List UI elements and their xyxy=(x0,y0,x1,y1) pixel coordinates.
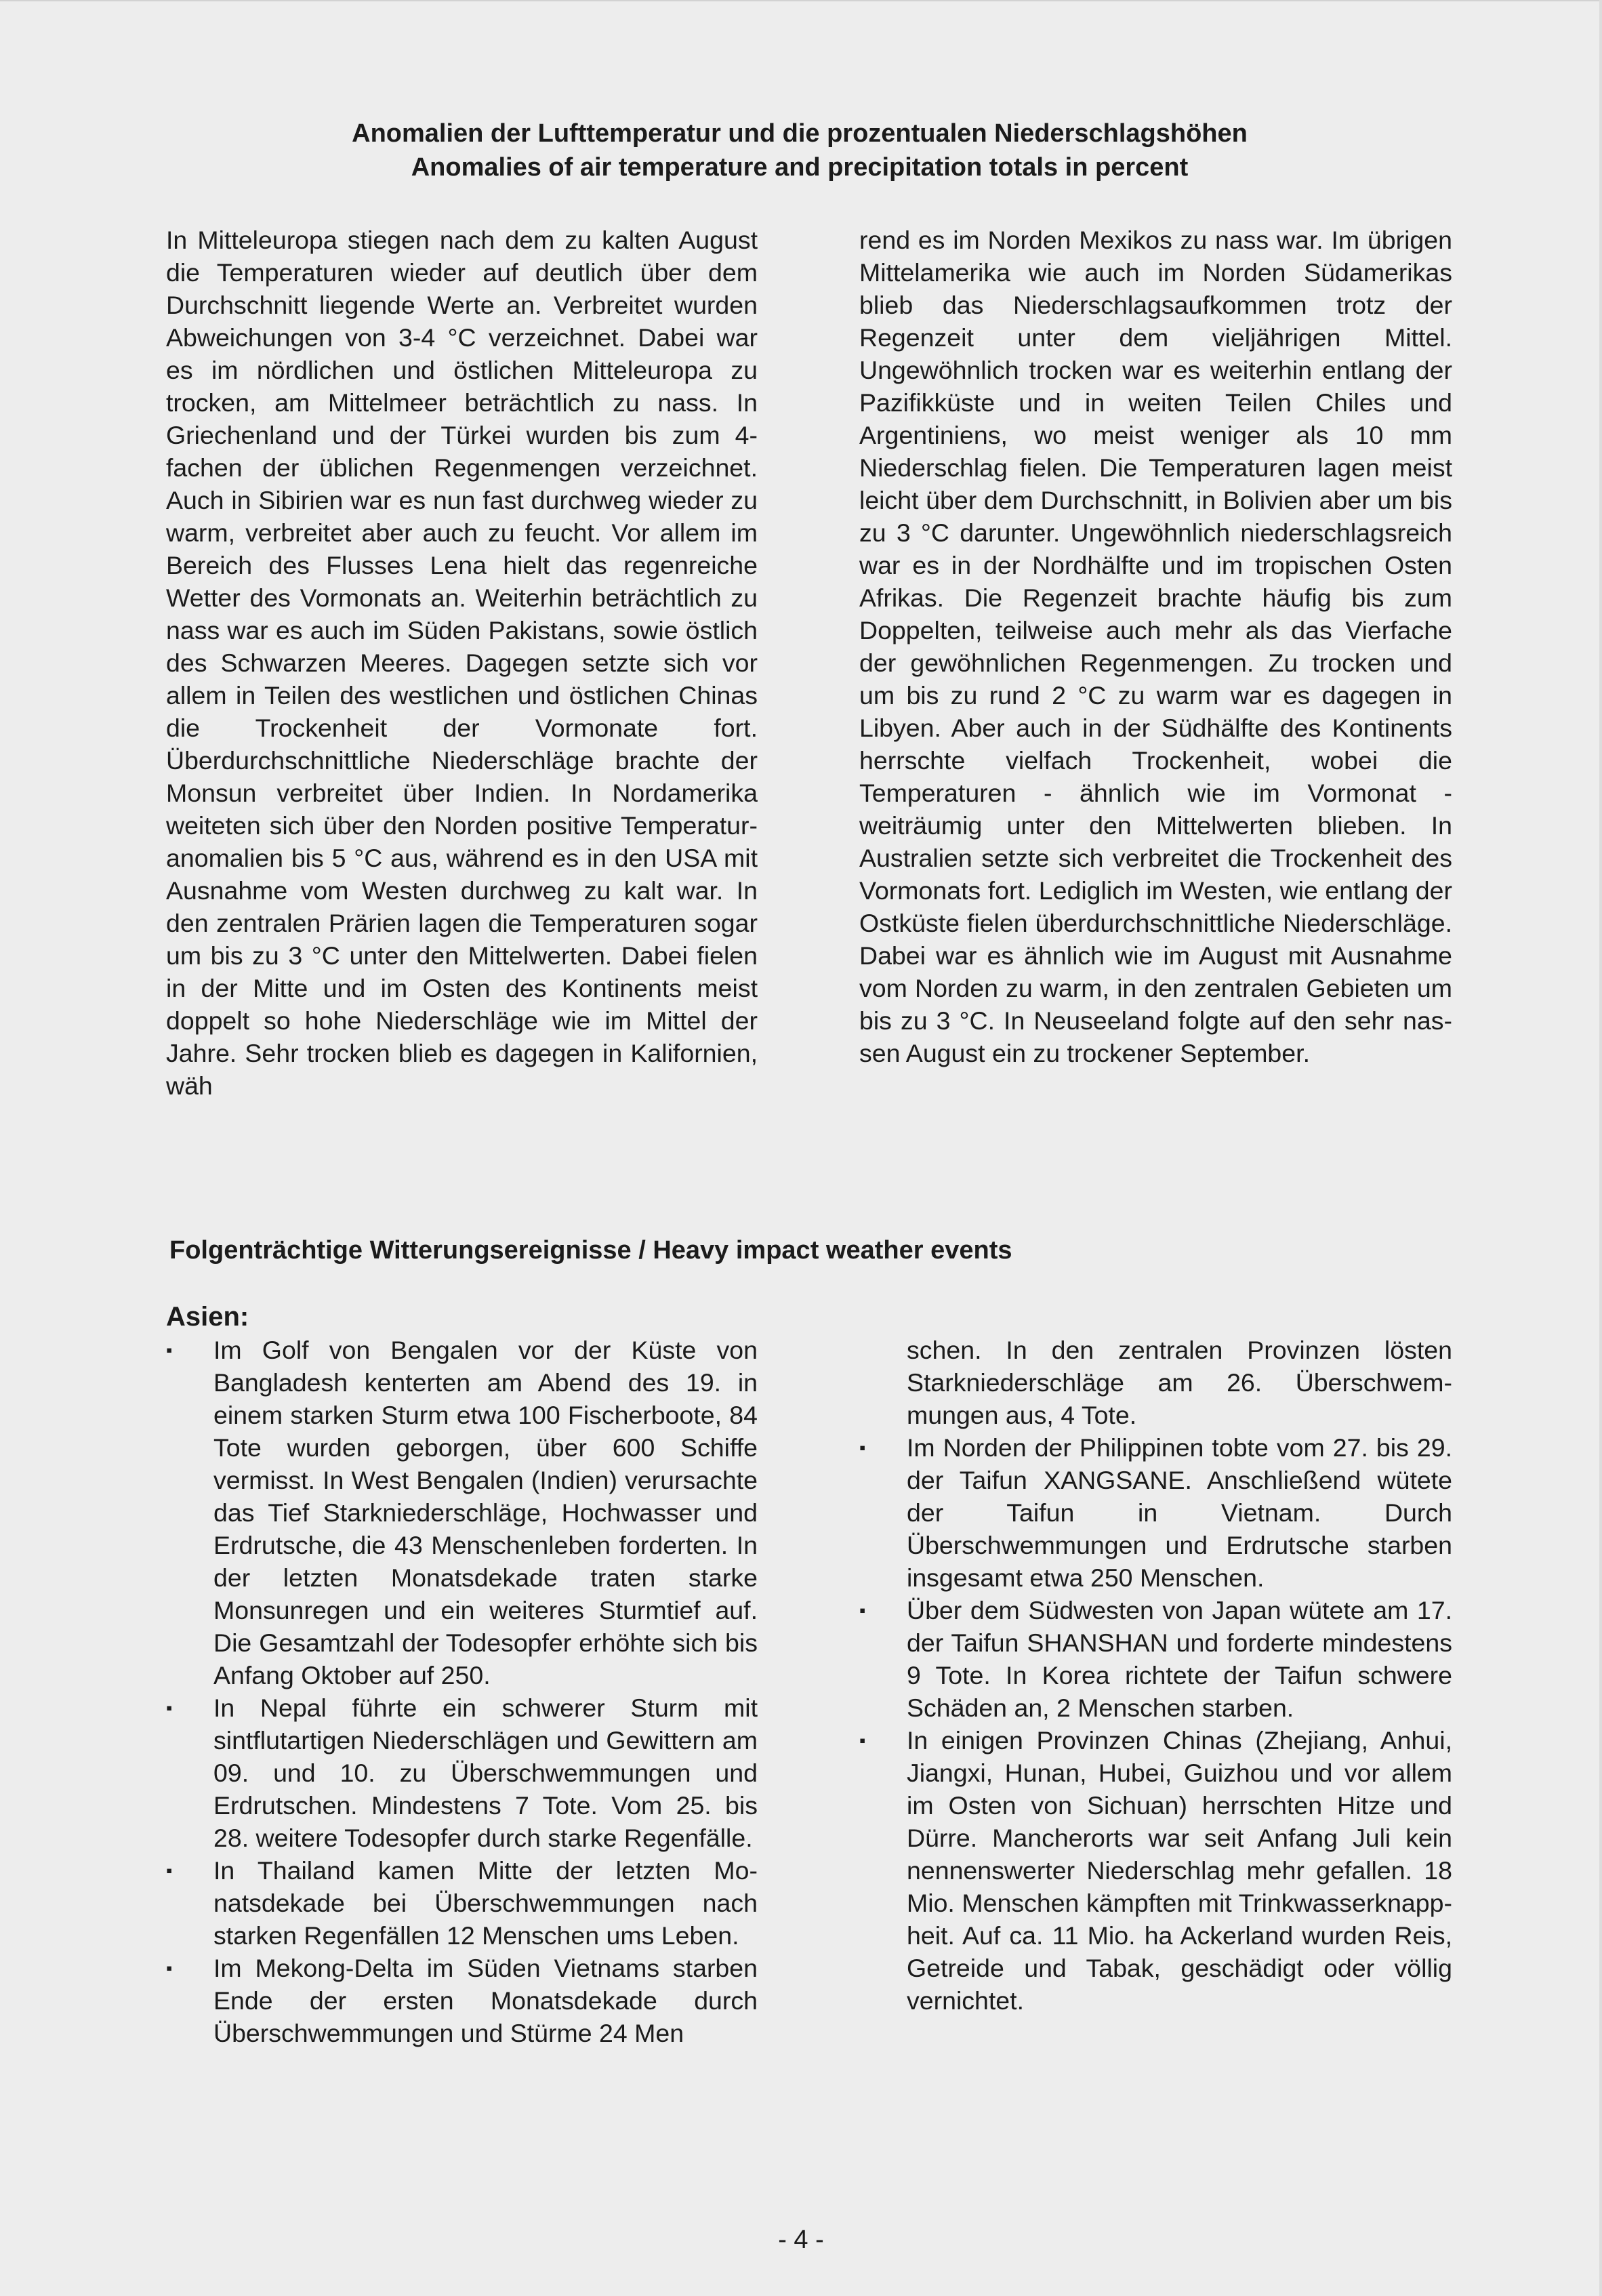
event-item-vietnam xyxy=(166,1952,758,2049)
events-list-right xyxy=(859,1334,1452,2017)
page-number: - 4 - xyxy=(778,2226,824,2254)
page-title-english: Anomalies of air temperature and precipitation totals in percent xyxy=(411,153,1189,182)
region-heading-asia: Asien: xyxy=(166,1302,249,1332)
events-section-title: Folgenträchtige Witterungsereignisse / Heavy impact weather events xyxy=(169,1236,1012,1265)
bullet-icon: ▪ xyxy=(166,1698,173,1718)
event-item-bengal xyxy=(166,1334,758,1692)
events-left-column xyxy=(166,1334,758,2049)
event-text: schen. In den zentralen Provinzen lösten Starkniederschläge am 26. Überschwemmungen aus, 4 Tote. xyxy=(907,1336,1452,1429)
event-text: In Thailand kamen Mitte der letzten Monatsdekade bei Überschwemmungen nach starken Regenfällen 12 Menschen ums Leben. xyxy=(213,1856,758,1950)
event-text: Im Golf von Bengalen vor der Küste von Bangladesh kenterten am Abend des 19. in einem starken Sturm etwa 100 Fischerboote, 84 Tote wurden geborgen, über 600 Schiffe vermisst. In West Bengalen (Indien) verursachte das Tief Starkniederschläge, Hochwasser und Erdrutsche, die 43 Menschenleben forderten. In der letzten Monatsdekade traten starke Monsunregen und ein weiteres Sturmtief auf. Die Gesamtzahl der Todesopfer erhöhte sich bis Anfang Oktober auf 250. xyxy=(213,1336,758,1689)
intro-left-paragraph: In Mitteleuropa stiegen nach dem zu kalten August die Temperaturen wieder auf deutlich über dem Durchschnitt liegende Werte an. Verbreitet wurden Abweichungen von 3-4 °C verzeichnet. Dabei war es im nördlichen und östlichen Mitteleuropa zu trocken, am Mittelmeer beträchtlich zu nass. In Griechenland und der Türkei wurden bis zum 4-fachen der üblichen Regenmengen verzeichnet. Auch in Sibirien war es nun fast durchweg wieder zu warm, verbreitet aber auch zu feucht. Vor allem im Bereich des Flusses Lena hielt das regenreiche Wetter des Vormonats an. Weiterhin beträchtlich zu nass war es auch im Süden Pakistans, sowie östlich des Schwarzen Meeres. Dagegen setzte sich vor allem in Teilen des westlichen und östlichen Chinas die Trockenheit der Vormonate fort. Überdurchschnittliche Niederschläge brachte der Monsun verbreitet über Indien. In Nordamerika weiteten sich über den Norden positive Temperaturanomalien bis 5 °C aus, während es in den USA mit Ausnahme vom Westen durchweg zu kalt war. In den zentralen Prärien lagen die Temperaturen sogar um bis zu 3 °C unter den Mittelwerten. Dabei fielen in der Mitte und im Osten des Kontinents meist doppelt so hohe Niederschläge wie im Mittel der Jahre. Sehr trocken blieb es dagegen in Kalifornien, wäh xyxy=(166,226,758,1100)
event-item-nepal xyxy=(166,1692,758,1854)
event-text: Im Norden der Philippinen tobte vom 27. bis 29. der Taifun XANGSANE. Anschließend wütete der Taifun in Vietnam. Durch Überschwemmungen und Erdrutsche starben insgesamt etwa 250 Menschen. xyxy=(907,1433,1452,1592)
event-text: In einigen Provinzen Chinas (Zhejiang, Anhui, Jiangxi, Hunan, Hubei, Guizhou und vor allem im Osten von Sichuan) herrschten Hitze und Dürre. Mancherorts war seit Anfang Juli kein nennenswerter Niederschlag mehr gefallen. 18 Mio. Menschen kämpften mit Trinkwasserknappheit. Auf ca. 11 Mio. ha Ackerland wurden Reis, Getreide und Tabak, geschädigt oder völlig vernichtet. xyxy=(907,1726,1452,2015)
event-text: In Nepal führte ein schwerer Sturm mit sintflutartigen Niederschlägen und Gewittern am 09. und 10. zu Überschwemmungen und Erdrutschen. Mindestens 7 Tote. Vom 25. bis 28. weitere Todesopfer durch starke Regenfälle. xyxy=(213,1694,758,1852)
events-list-left xyxy=(166,1334,758,2049)
scan-edge-right xyxy=(1599,0,1602,2296)
bullet-icon: ▪ xyxy=(859,1730,866,1750)
event-text: Im Mekong-Delta im Süden Vietnams starben Ende der ersten Monatsdekade durch Überschwemmungen und Stürme 24 Men xyxy=(213,1954,758,2047)
bullet-icon: ▪ xyxy=(166,1340,173,1360)
event-item-japan xyxy=(859,1594,1452,1724)
event-item-china xyxy=(859,1724,1452,2017)
bullet-icon: ▪ xyxy=(859,1600,866,1620)
intro-right-column xyxy=(859,224,1452,1069)
events-right-column xyxy=(859,1334,1452,2017)
event-item-philippines xyxy=(859,1431,1452,1594)
bullet-icon: ▪ xyxy=(859,1437,866,1458)
event-item-vietnam-continued xyxy=(859,1334,1452,1431)
bullet-icon: ▪ xyxy=(166,1958,173,1978)
intro-left-column xyxy=(166,224,758,1102)
event-text: Über dem Südwesten von Japan wütete am 17. der Taifun SHANSHAN und forderte mindestens 9 Tote. In Korea richtete der Taifun schwere Schäden an, 2 Menschen starben. xyxy=(907,1596,1452,1722)
page-title-german: Anomalien der Lufttemperatur und die prozentualen Niederschlagshöhen xyxy=(352,119,1248,148)
bullet-icon: ▪ xyxy=(166,1860,173,1881)
scan-edge-top xyxy=(0,0,1602,1)
event-item-thailand xyxy=(166,1854,758,1952)
intro-right-paragraph: rend es im Norden Mexikos zu nass war. Im übrigen Mittelamerika wie auch im Norden Südamerikas blieb das Niederschlagsaufkommen trotz der Regenzeit unter dem vieljährigen Mittel. Ungewöhnlich trocken war es weiterhin entlang der Pazifikküste und in weiten Teilen Chiles und Argentiniens, wo meist weniger als 10 mm Niederschlag fielen. Die Temperaturen lagen meist leicht über dem Durchschnitt, in Bolivien aber um bis zu 3 °C darunter. Ungewöhnlich niederschlagsreich war es in der Nordhälfte und im tropischen Osten Afrikas. Die Regenzeit brachte häufig bis zum Doppelten, teilweise auch mehr als das Vierfache der gewöhnlichen Regenmengen. Zu trocken und um bis zu rund 2 °C zu warm war es dagegen in Libyen. Aber auch in der Südhälfte des Kontinents herrschte vielfach Trockenheit, wobei die Temperaturen - ähnlich wie im Vormonat - weiträumig unter den Mittelwerten blieben. In Australien setzte sich verbreitet die Trockenheit des Vormonats fort. Lediglich im Westen, wie entlang der Ostküste fielen überdurchschnittliche Niederschläge. Dabei war es ähnlich wie im August mit Ausnahme vom Norden zu warm, in den zentralen Gebieten um bis zu 3 °C. In Neuseeland folgte auf den sehr nassen August ein zu trockener September. xyxy=(859,226,1452,1067)
